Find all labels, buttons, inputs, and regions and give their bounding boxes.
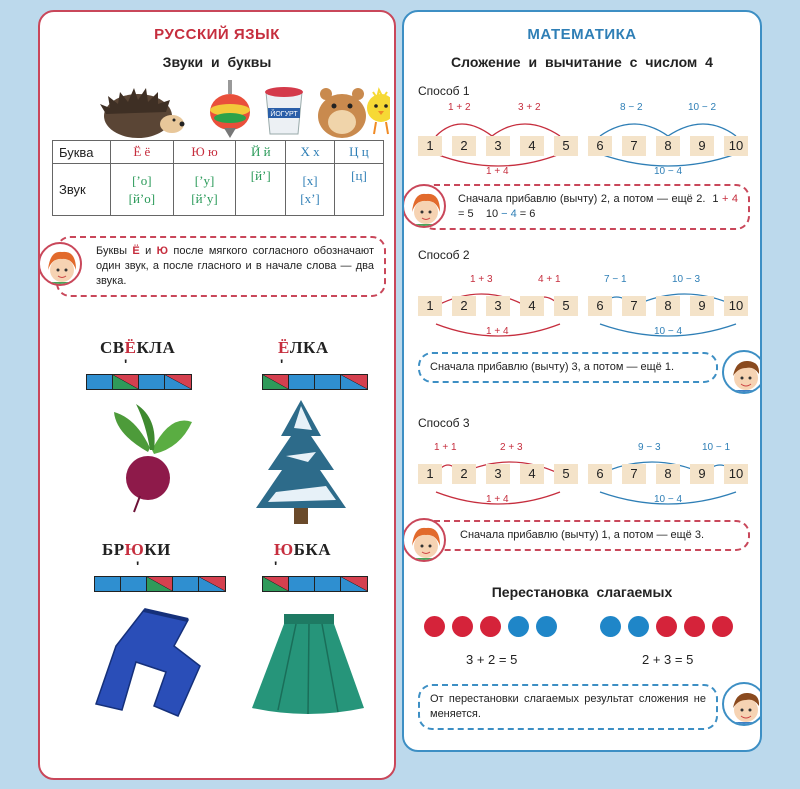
arc-label: 1 + 2	[448, 102, 471, 113]
arc-label: 4 + 1	[538, 274, 561, 285]
letter-header: Буква	[53, 141, 111, 164]
method-1-label: Способ 1	[418, 84, 470, 98]
hedgehog-icon	[100, 88, 185, 138]
equation-right: 2 + 3 = 5	[642, 652, 694, 667]
dots-right	[600, 616, 733, 637]
spinning-top-icon	[210, 80, 250, 138]
russian-panel	[38, 10, 396, 780]
math-title: МАТЕМАТИКА	[527, 26, 637, 43]
beet-icon	[106, 404, 196, 514]
sound-cell: [’о] [й’о]	[111, 164, 174, 216]
equation-left: 3 + 2 = 5	[466, 652, 518, 667]
sounds-row	[53, 164, 384, 216]
sound-cell: [’у] [й’у]	[173, 164, 236, 216]
sound-scheme-fir	[262, 374, 368, 390]
word-skirt: ЮБКА	[274, 540, 331, 559]
sound-cell: [й’]	[236, 164, 286, 216]
arc-label: 10 − 4	[654, 326, 683, 337]
letter-cell: Й й	[236, 141, 286, 164]
math-subtitle: Сложение и вычитание с числом 4	[451, 54, 713, 70]
math-panel	[402, 10, 762, 752]
arc-label: 1 + 4	[486, 166, 509, 177]
number-line-1-left: 1 2 3 4 5	[418, 136, 578, 156]
letter-cell: Х х	[286, 141, 335, 164]
method-3-note: Сначала прибавлю (вычту) 1, а потом — ещё 3.	[420, 520, 750, 551]
sound-scheme-beet	[86, 374, 192, 390]
skirt-icon	[248, 610, 368, 720]
permutation-note: От перестановки слагаемых результат сложения не меняется.	[418, 684, 718, 730]
russian-title: РУССКИЙ ЯЗЫК	[154, 26, 280, 43]
number-line-2-left: 1 2 3 4 5	[418, 296, 578, 316]
girl-avatar	[402, 184, 446, 228]
word-beet: СВЁКЛА	[100, 338, 176, 357]
girl-avatar	[402, 518, 446, 562]
accent-mark: ʹ	[124, 356, 128, 372]
method-2-note: Сначала прибавлю (вычту) 3, а потом — ещё 1.	[418, 352, 718, 383]
number-line-3-left: 1 2 3 4 5	[418, 464, 578, 484]
chick-icon	[367, 90, 390, 134]
sound-cell: [х] [х’]	[286, 164, 335, 216]
number-line-2-right: 6 7 8 9 10	[588, 296, 748, 316]
boy-avatar	[722, 682, 762, 726]
yogurt-icon	[265, 87, 303, 134]
hamster-icon	[318, 88, 366, 138]
number-line-1-right: 6 7 8 9 10	[588, 136, 748, 156]
sounds-table	[52, 140, 384, 216]
method-2-label: Способ 2	[418, 248, 470, 262]
dots-left	[424, 616, 557, 637]
sound-scheme-trousers	[94, 576, 226, 592]
arc-label: 10 − 4	[654, 166, 683, 177]
accent-mark: ʹ	[274, 558, 278, 574]
arc-label: 9 − 3	[638, 442, 661, 453]
yogurt-label: ЙОГУРТ	[270, 111, 298, 118]
letter-cell: Ё ё	[111, 141, 174, 164]
arc-label: 2 + 3	[500, 442, 523, 453]
permutation-title: Перестановка слагаемых	[491, 584, 673, 600]
arc-label: 10 − 3	[672, 274, 701, 285]
accent-mark: ʹ	[280, 356, 284, 372]
arc-label: 10 − 2	[688, 102, 717, 113]
girl-avatar	[38, 242, 82, 286]
russian-subtitle: Звуки и буквы	[162, 54, 272, 70]
method-3-label: Способ 3	[418, 416, 470, 430]
sound-scheme-skirt	[262, 576, 368, 592]
arc-label: 3 + 2	[518, 102, 541, 113]
arc-label: 1 + 3	[470, 274, 493, 285]
arc-label: 10 − 1	[702, 442, 731, 453]
number-line-3-right: 6 7 8 9 10	[588, 464, 748, 484]
rule-note: Буквы Ё и Ю после мягкого согласного обозначают один звук, а после гласного и в начале слова — два звука.	[56, 236, 386, 297]
method-1-note: Сначала прибавлю (вычту) 2, а потом — ещё 2. 1 + 4 = 5 10 − 4 = 6	[420, 184, 750, 230]
boy-avatar	[722, 350, 762, 394]
letter-cell: Ц ц	[334, 141, 383, 164]
arc-label: 1 + 4	[486, 494, 509, 505]
word-trousers: БРЮКИ	[102, 540, 171, 559]
word-fir: ЁЛКА	[278, 338, 329, 357]
arc-label: 7 − 1	[604, 274, 627, 285]
arc-label: 1 + 4	[486, 326, 509, 337]
arc-label: 1 + 1	[434, 442, 457, 453]
sound-cell: [ц]	[334, 164, 383, 216]
trousers-icon	[88, 606, 208, 726]
pictures-row	[100, 74, 390, 140]
sound-header: Звук	[53, 164, 111, 216]
letters-row	[53, 141, 384, 164]
accent-mark: ʹ	[136, 558, 140, 574]
arc-label: 8 − 2	[620, 102, 643, 113]
fir-tree-icon	[246, 396, 356, 536]
letter-cell: Ю ю	[173, 141, 236, 164]
arc-label: 10 − 4	[654, 494, 683, 505]
